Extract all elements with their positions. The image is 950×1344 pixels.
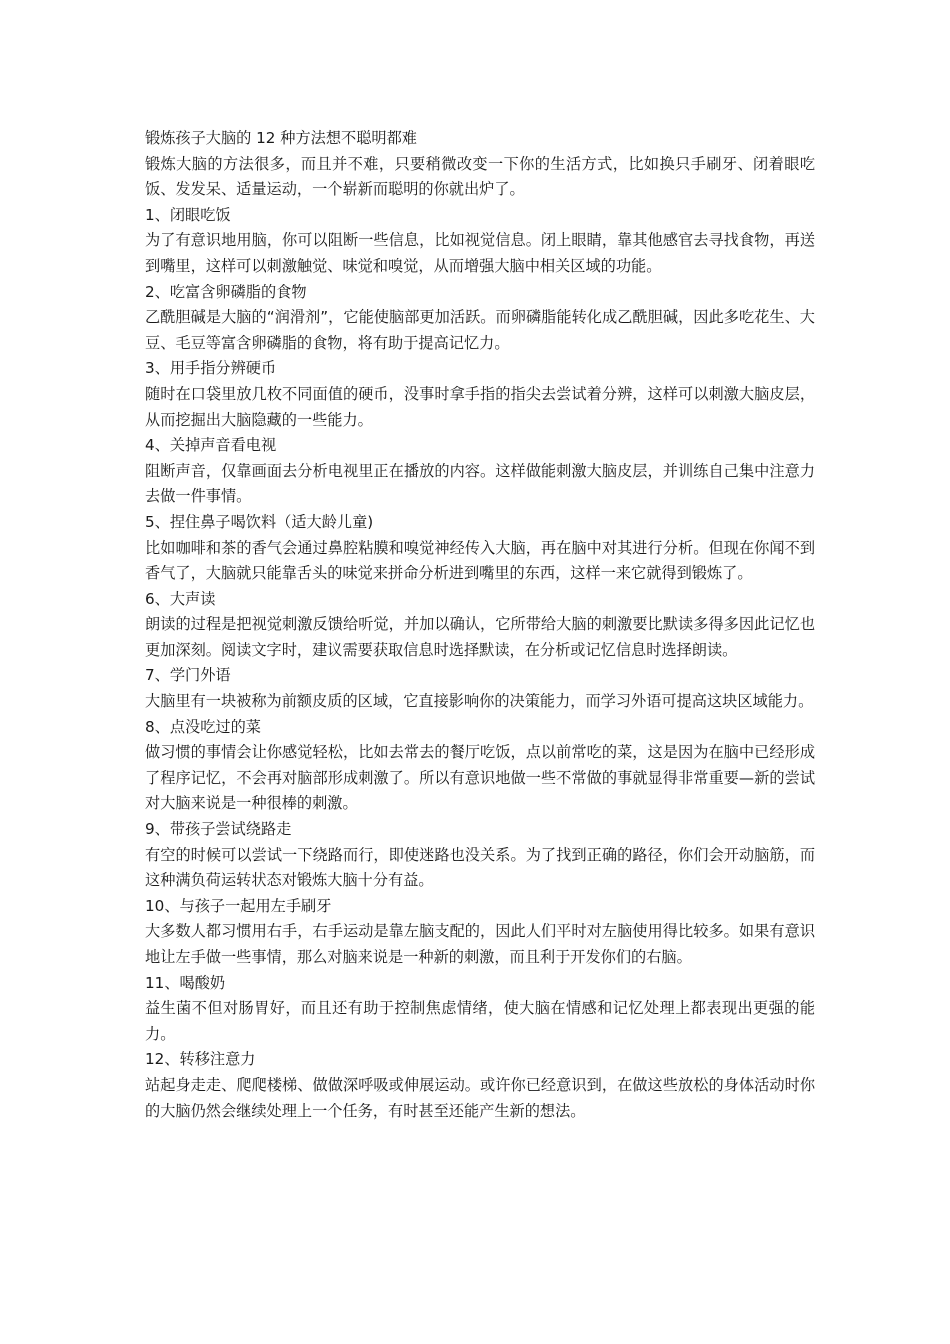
section-heading: 10、与孩子一起用左手刷牙 <box>145 896 332 915</box>
section-body: 比如咖啡和茶的香气会通过鼻腔粘膜和嗅觉神经传入大脑，再在脑中对其进行分析。但现在你闻不到香气了，大脑就只能靠舌头的味觉来拼命分析进到嘴里的东西，这样一来它就得到锻炼了。 <box>145 538 815 583</box>
intro-paragraph: 锻炼大脑的方法很多，而且并不难，只要稍微改变一下你的生活方式，比如换只手刷牙、闭着眼吃饭、发发呆、适量运动，一个崭新而聪明的你就出炉了。 <box>145 154 815 199</box>
section-body: 做习惯的事情会让你感觉轻松，比如去常去的餐厅吃饭，点以前常吃的菜，这是因为在脑中已经形成了程序记忆，不会再对脑部形成刺激了。所以有意识地做一些不常做的事就显得非常重要—新的尝试对大脑来说是一种很棒的刺激。 <box>145 743 815 813</box>
section-body: 为了有意识地用脑，你可以阻断一些信息，比如视觉信息。闭上眼睛，靠其他感官去寻找食物，再送到嘴里，这样可以刺激触觉、味觉和嗅觉，从而增强大脑中相关区域的功能。 <box>145 231 815 275</box>
section-body: 大脑里有一块被称为前额皮质的区域，它直接影响你的决策能力，而学习外语可提高这块区域能力。 <box>145 692 814 711</box>
section-heading: 2、吃富含卵磷脂的食物 <box>145 282 307 301</box>
section-6 <box>145 587 815 664</box>
document-title: 锻炼孩子大脑的 12 种方法想不聪明都难 <box>145 129 417 147</box>
section-heading: 3、用手指分辨硬币 <box>145 359 277 378</box>
section-heading: 8、点没吃过的菜 <box>145 717 261 736</box>
section-body: 乙酰胆碱是大脑的“润滑剂”，它能使脑部更加活跃。而卵磷脂能转化成乙酰胆碱，因此多吃花生、大豆、毛豆等富含卵磷脂的食物，将有助于提高记忆力。 <box>145 308 815 352</box>
section-heading: 4、关掉声音看电视 <box>145 436 277 455</box>
section-body: 大多数人都习惯用右手，右手运动是靠左脑支配的，因此人们平时对左脑使用得比较多。如果有意识地让左手做一些事情，那么对脑来说是一种新的刺激，而且利于开发你们的右脑。 <box>145 922 815 966</box>
section-heading: 11、喝酸奶 <box>145 973 226 992</box>
document-content <box>145 126 815 1124</box>
section-12 <box>145 1047 815 1124</box>
section-3 <box>145 356 815 433</box>
section-1 <box>145 203 815 280</box>
section-body: 朗读的过程是把视觉刺激反馈给听觉，并加以确认，它所带给大脑的刺激要比默读多得多因此记忆也更加深刻。阅读文字时，建议需要获取信息时选择默读，在分析或记忆信息时选择朗读。 <box>145 615 815 659</box>
section-heading: 7、学门外语 <box>145 666 231 685</box>
section-body: 有空的时候可以尝试一下绕路而行，即使迷路也没关系。为了找到正确的路径，你们会开动脑筋，而这种满负荷运转状态对锻炼大脑十分有益。 <box>145 845 815 890</box>
section-9 <box>145 817 815 894</box>
section-10 <box>145 894 815 971</box>
section-heading: 5、捏住鼻子喝饮料（适大龄儿童) <box>145 512 374 531</box>
section-8 <box>145 715 815 817</box>
section-7 <box>145 663 815 714</box>
section-5 <box>145 510 815 587</box>
section-body: 随时在口袋里放几枚不同面值的硬币，没事时拿手指的指尖去尝试着分辨，这样可以刺激大脑皮层，从而挖掘出大脑隐藏的一些能力。 <box>145 384 815 429</box>
section-2 <box>145 280 815 357</box>
section-11 <box>145 971 815 1048</box>
section-heading: 12、转移注意力 <box>145 1050 256 1069</box>
section-heading: 1、闭眼吃饭 <box>145 205 231 224</box>
section-body: 阻断声音，仅靠画面去分析电视里正在播放的内容。这样做能刺激大脑皮层，并训练自己集中注意力去做一件事情。 <box>145 461 815 506</box>
section-heading: 6、大声读 <box>145 589 216 608</box>
section-body: 益生菌不但对肠胃好，而且还有助于控制焦虑情绪，使大脑在情感和记忆处理上都表现出更强的能力。 <box>145 999 815 1043</box>
section-4 <box>145 433 815 510</box>
section-body: 站起身走走、爬爬楼梯、做做深呼吸或伸展运动。或许你已经意识到，在做这些放松的身体活动时你的大脑仍然会继续处理上一个任务，有时甚至还能产生新的想法。 <box>145 1075 815 1120</box>
section-heading: 9、带孩子尝试绕路走 <box>145 820 292 839</box>
